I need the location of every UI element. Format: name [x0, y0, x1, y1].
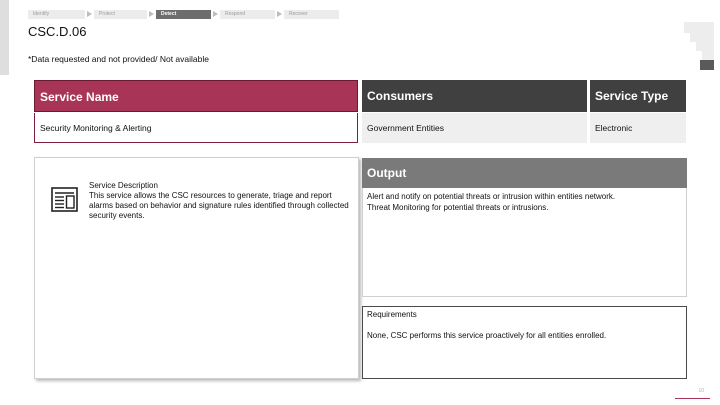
requirements-box [362, 306, 687, 379]
service-description-heading: Service Description [89, 181, 158, 190]
service-type-header: Service Type [590, 80, 686, 112]
footer-accent-line [675, 398, 710, 399]
output-line: Alert and notify on potential threats or intrusion within entities network. [367, 192, 616, 201]
output-line: Threat Monitoring for potential threats or intrusions. [367, 203, 549, 212]
chevron-right-icon [275, 10, 284, 19]
step-indicator [684, 22, 714, 72]
step-block [702, 49, 714, 60]
service-name-header: Service Name [34, 80, 358, 112]
output-header: Output [362, 158, 687, 188]
requirements-label: Requirements [367, 310, 417, 319]
breadcrumb-item-recover[interactable]: Recover [284, 10, 339, 19]
requirements-text: None, CSC performs this service proactively for all entities enrolled. [367, 331, 607, 340]
page-title: CSC.D.06 [28, 24, 87, 39]
breadcrumb-item-identify[interactable]: Identify [28, 10, 85, 19]
breadcrumb-item-protect[interactable]: Protect [94, 10, 147, 19]
step-current-marker [700, 60, 714, 70]
breadcrumb-item-respond[interactable]: Respond [220, 10, 275, 19]
breadcrumb [28, 10, 339, 19]
page-number: 10 [698, 388, 704, 394]
consumers-header: Consumers [362, 80, 587, 112]
chevron-right-icon [147, 10, 156, 19]
service-name-value: Security Monitoring & Alerting [34, 113, 358, 143]
output-box [362, 188, 687, 297]
consumers-value: Government Entities [362, 113, 587, 143]
service-description-box [34, 157, 359, 379]
data-availability-note: *Data requested and not provided/ Not available [28, 54, 209, 64]
breadcrumb-item-detect[interactable]: Detect [156, 10, 211, 19]
service-description-text: This service allows the CSC resources to generate, triage and report alarms based on behavior and signature rules identified through collected security events. [89, 191, 349, 220]
chevron-right-icon [211, 10, 220, 19]
chevron-right-icon [85, 10, 94, 19]
service-type-value: Electronic [590, 113, 686, 143]
left-rail [0, 0, 9, 75]
newspaper-icon [51, 186, 78, 213]
